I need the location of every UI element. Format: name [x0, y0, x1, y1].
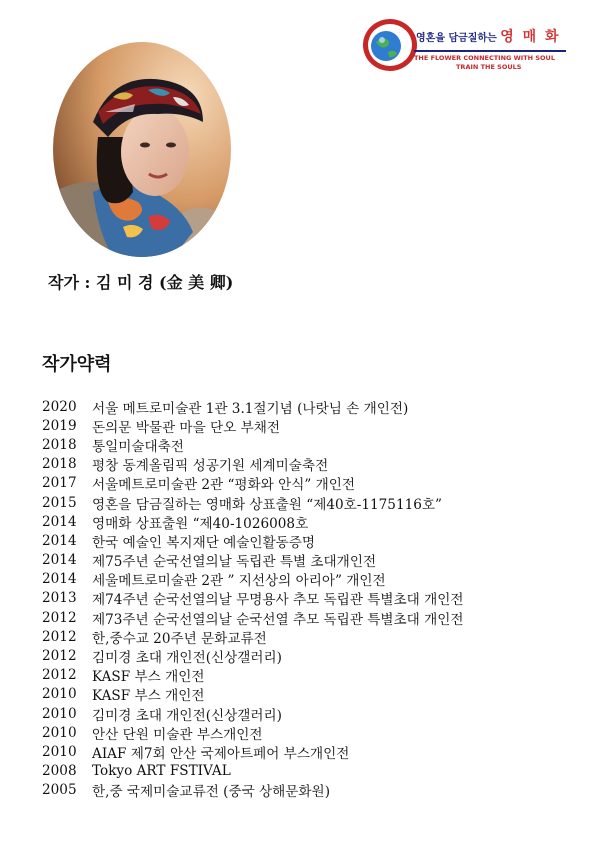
- history-year: 2020: [42, 398, 77, 415]
- logo-korean-text: [416, 26, 561, 46]
- history-year: 2010: [42, 724, 77, 741]
- history-item: [42, 723, 587, 742]
- history-text: 한,중수교 20주년 문화교류전: [92, 630, 267, 647]
- history-item: [42, 589, 587, 608]
- logo-brand-name: 영 매 화: [500, 29, 561, 45]
- history-year: 2008: [42, 763, 77, 780]
- history-year: 2014: [42, 513, 77, 530]
- history-text: AIAF 제7회 안산 국제아트페어 부스개인전: [92, 745, 350, 762]
- history-text: 제73주년 순국선열의날 순국선열 추모 독립관 특별초대 개인전: [92, 611, 464, 628]
- history-text: 김미경 초대 개인전(신상갤러리): [92, 650, 282, 667]
- history-text: KASF 부스 개인전: [92, 688, 205, 705]
- history-text: 서울 메트로미술관 1관 3.1절기념 (나랏님 손 개인전): [92, 400, 409, 417]
- history-year: 2012: [42, 667, 77, 684]
- history-year: 2018: [42, 456, 77, 473]
- history-year: 2010: [42, 686, 77, 703]
- history-year: 2017: [42, 475, 77, 492]
- history-text: 김미경 초대 개인전(신상갤러리): [92, 707, 282, 724]
- artist-portrait: [53, 42, 231, 257]
- history-title: 작가약력: [42, 354, 112, 375]
- history-item: [42, 627, 587, 646]
- artist-name: 작가 : 김 미 경 (金 美 卿): [48, 273, 234, 292]
- brand-logo: [360, 16, 574, 74]
- history-text: 제75주년 순국선열의날 독립관 특별 초대개인전: [92, 554, 377, 571]
- history-item: [42, 704, 587, 723]
- history-text: KASF 부스 개인전: [92, 669, 205, 686]
- history-year: 2012: [42, 648, 77, 665]
- history-year: 2012: [42, 628, 77, 645]
- history-item: [42, 397, 587, 416]
- history-year: 2015: [42, 494, 77, 511]
- globe-icon: [360, 16, 420, 74]
- history-year: 2012: [42, 609, 77, 626]
- history-item: [42, 781, 587, 800]
- history-year: 2005: [42, 782, 77, 799]
- history-item: [42, 646, 587, 665]
- history-item: [42, 435, 587, 454]
- history-item: [42, 570, 587, 589]
- history-item: [42, 666, 587, 685]
- history-text: 세울메트로미술관 2관 ” 지선상의 아리아” 개인전: [92, 573, 386, 590]
- history-text: 통일미술대축전: [92, 438, 184, 455]
- history-item: [42, 608, 587, 627]
- history-text: 안산 단원 미술관 부스개인전: [92, 726, 263, 743]
- history-text: 한,중 국제미술교류전 (중국 상해문화원): [92, 784, 330, 801]
- history-item: [42, 416, 587, 435]
- history-text: 돈의문 박물관 마을 단오 부채전: [92, 419, 280, 436]
- history-text: 영매화 상표출원 “제40-1026008호: [92, 515, 309, 532]
- history-year: 2014: [42, 571, 77, 588]
- logo-korean-prefix: 영혼을 담금질하는: [416, 33, 497, 44]
- history-text: 영혼을 담금질하는 영매화 상표출원 “제40호-1175116호”: [92, 496, 442, 513]
- history-item: [42, 531, 587, 550]
- logo-english-line2: TRAIN THE SOULS: [456, 63, 522, 71]
- history-text: 한국 예술인 복지재단 예술인활동증명: [92, 534, 316, 551]
- history-item: [42, 493, 587, 512]
- history-item: [42, 512, 587, 531]
- history-item: [42, 551, 587, 570]
- history-text: 제74주년 순국선열의날 무명용사 추모 독립관 특별초대 개인전: [92, 592, 464, 609]
- history-item: [42, 685, 587, 704]
- history-year: 2019: [42, 417, 77, 434]
- history-item: [42, 474, 587, 493]
- logo-divider: [414, 50, 566, 52]
- history-year: 2018: [42, 436, 77, 453]
- history-year: 2010: [42, 743, 77, 760]
- history-text: 평창 동계올림픽 성공기원 세계미술축전: [92, 458, 329, 475]
- history-year: 2014: [42, 552, 77, 569]
- history-text: 서울메트로미술관 2관 “평화와 안식” 개인전: [92, 477, 356, 494]
- history-item: [42, 762, 587, 781]
- history-item: [42, 455, 587, 474]
- history-year: 2010: [42, 705, 77, 722]
- history-text: Tokyo ART FSTIVAL: [92, 763, 231, 780]
- history-year: 2013: [42, 590, 77, 607]
- logo-english-line1: THE FLOWER CONNECTING WITH SOUL: [414, 54, 555, 62]
- history-year: 2014: [42, 532, 77, 549]
- history-item: [42, 742, 587, 761]
- history-list: [42, 397, 587, 800]
